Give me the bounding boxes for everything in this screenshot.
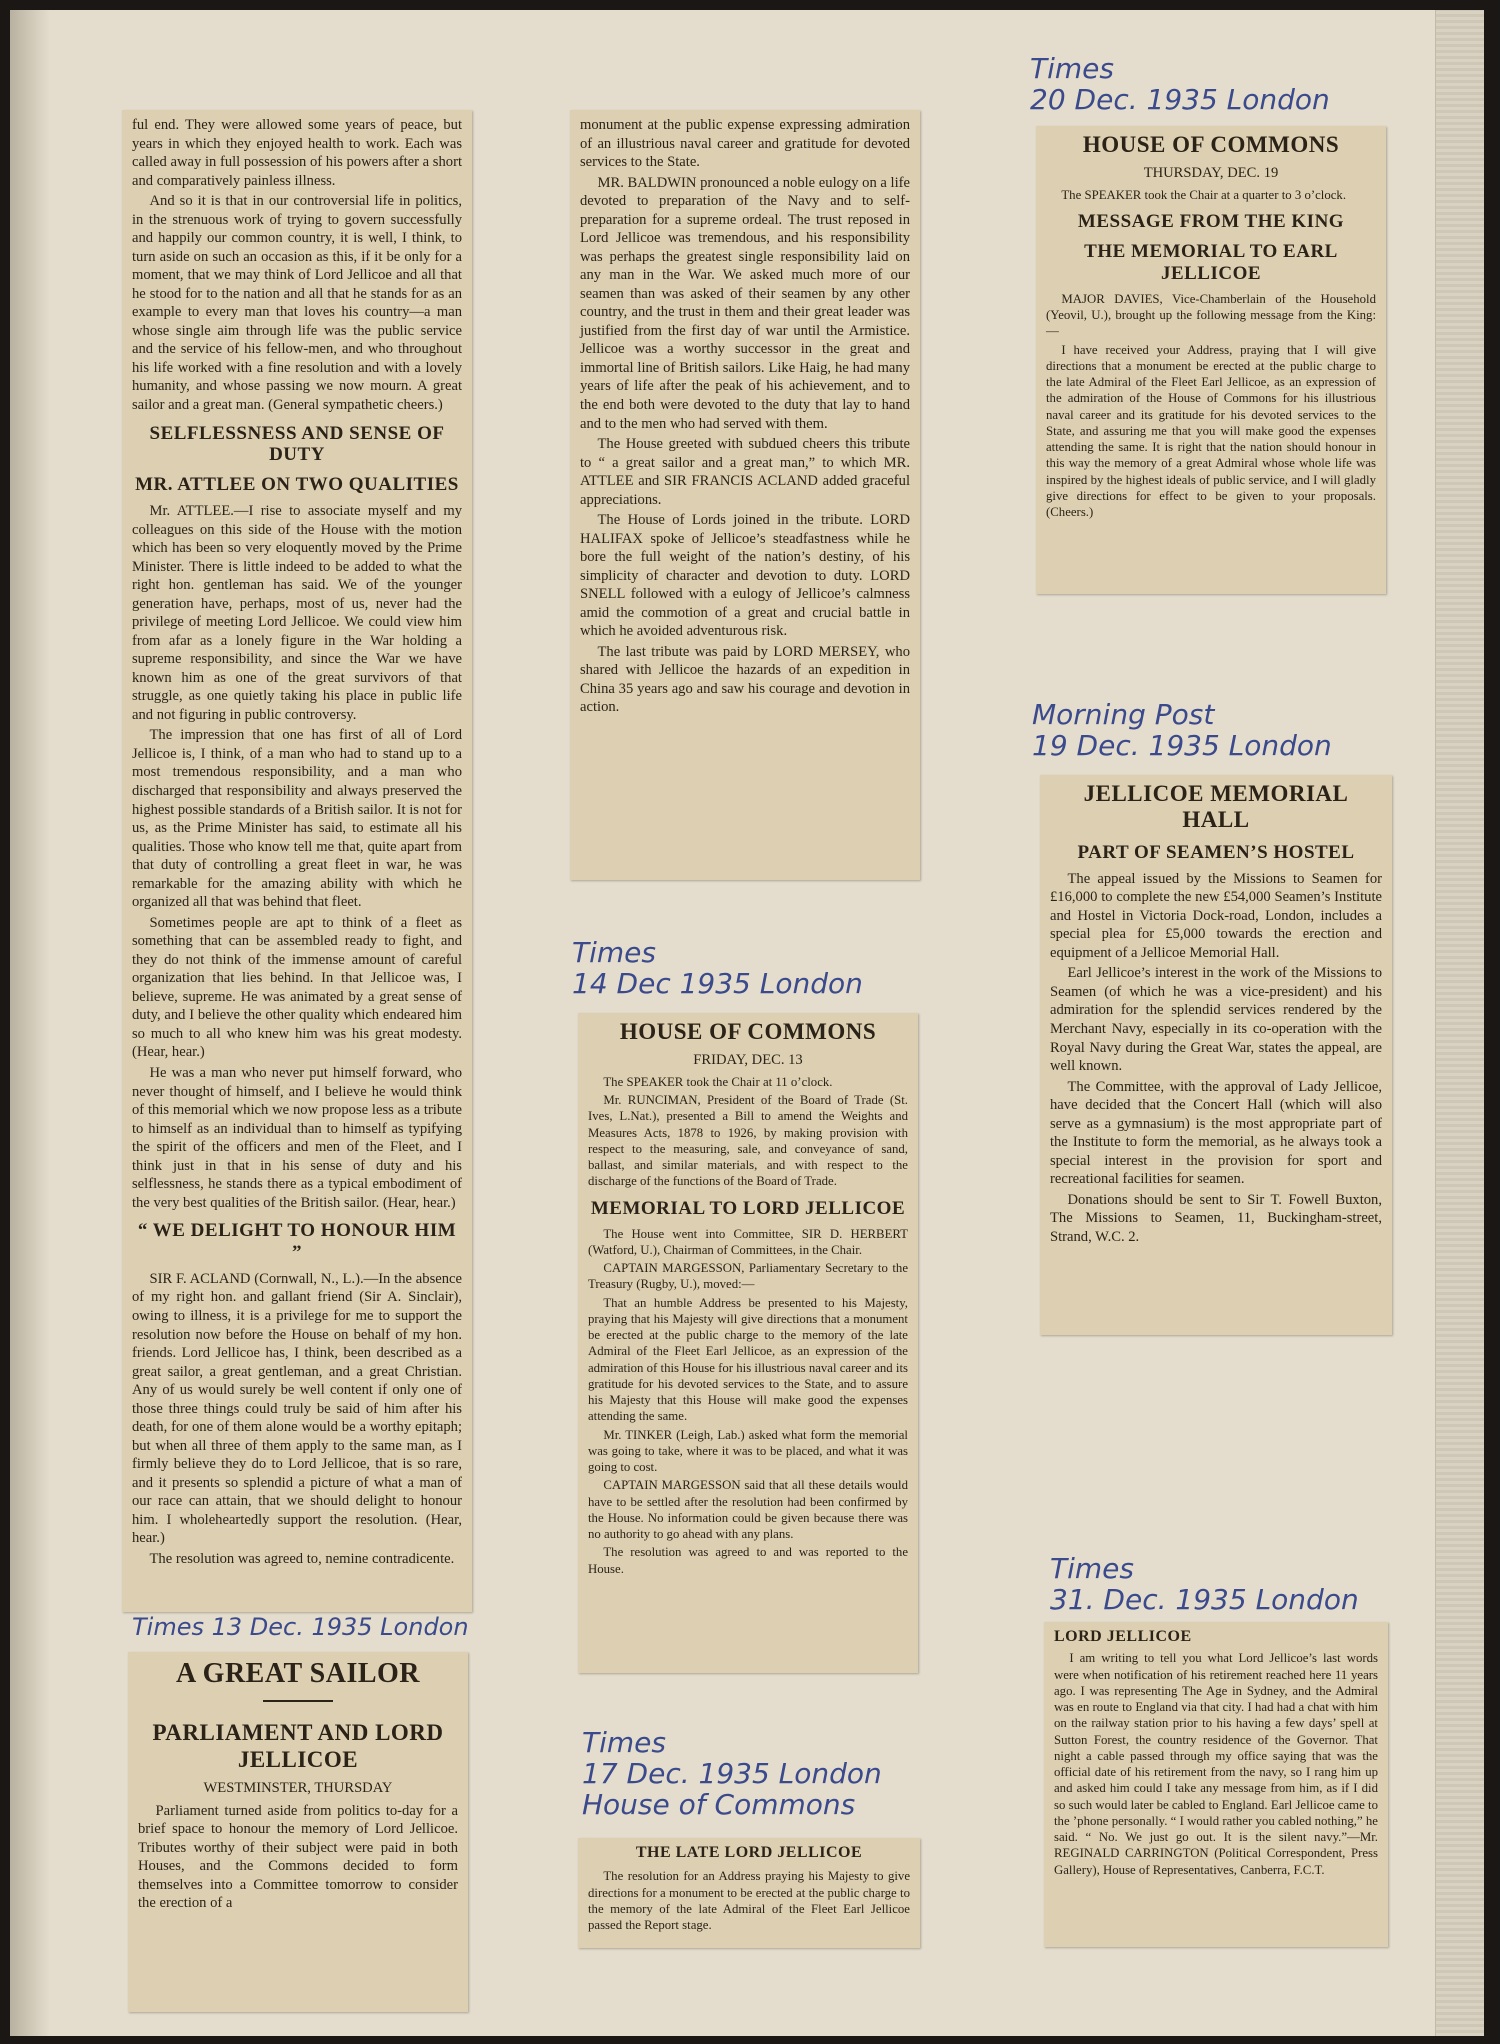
paragraph: The impression that one has first of all of Lord Jellicoe is, I think, of a man who had to stand up to a most tremendous responsibility, and a man who discharged that responsibility and always preserved the highest possible standards of a British sailor. It is not for us, as the Prime Minister has said, to estimate all his qualities. Those who know tell me that, quite apart from that duty of controlling a great fleet in war, he was remarkable for the amazing ability with which he organized all that was behind that fleet. <box>132 727 462 911</box>
paragraph: The resolution was agreed to, nemine contradicente. <box>149 1550 455 1567</box>
clipping-house-of-commons-dec19 <box>1036 126 1386 594</box>
handwritten-source-note: Times 20 Dec. 1935 London <box>1030 52 1330 116</box>
paragraph: The last tribute was paid by LORD MERSEY, who shared with Jellicoe the hazards of an expedition in China 35 years ago and saw his courage and devotion in action. <box>580 643 910 716</box>
paragraph: SIR F. ACLAND (Cornwall, N., L.).—In the absence of my right hon. and gallant friend (Sir A. Sinclair), owing to illness, it is a privilege for me to support the resolution now before the House on behalf of my hon. friends. Lord Jellicoe has, I think, been described as a great sailor, a great gentleman, and a great Christian. Any of us would surely be well content if only one of those three things could truly be said of him after his death, for one of them alone would be a worthy epitaph; but when all three of them apply to the same man, as I firmly believe they do to Lord Jellicoe, that is so rare, and it presents so splendid a picture of what a man of our race can attain, that we should delight to honour him. I wholeheartedly support the resolution. (Hear, hear.) <box>132 1270 462 1547</box>
subheading: MR. ATTLEE ON TWO QUALITIES <box>135 474 459 496</box>
heading: PART OF SEAMEN’S HOSTEL <box>1077 841 1355 863</box>
date: FRIDAY, DEC. 13 <box>693 1052 803 1069</box>
heading: SELFLESSNESS AND SENSE OF DUTY <box>149 422 445 466</box>
paragraph: MR. BALDWIN pronounced a noble eulogy on a life devoted to preparation of the Navy and to self-preparation for a supreme ordeal. The trust reposed in Lord Jellicoe was tremendous, and his responsibility was perhaps the greatest single responsibility laid on any man in the War. We asked much more of our seamen than was asked of their seamen by any other country, and the trust in them and their great leader was justified from the first day of war until the Armistice. Jellicoe was a worthy successor in the great and immortal line of British sailors. Like Haig, he had many years of life after the peak of his achievement, and to the end both were devoted to the duty that lay to hand and to the men who had served with them. <box>580 174 910 432</box>
heading: MESSAGE FROM THE KING <box>1077 211 1345 233</box>
paragraph: Parliament turned aside from politics to-day for a brief space to honour the memory of Lord Jellicoe. Tributes worthy of their subject were paid in both Houses, and the Commons decided to form themselves into a Committee tomorrow to consider the erection of a <box>138 1802 458 1912</box>
handwritten-source-note: Times 14 Dec 1935 London <box>572 936 863 1000</box>
paragraph: monument at the public expense expressing admiration of an illustrious naval career and gratitude for devoted services to the State. <box>580 117 910 171</box>
handwritten-source-note: Times 17 Dec. 1935 London House of Commons <box>582 1726 882 1821</box>
handwritten-source-note: Times 13 Dec. 1935 London <box>132 1613 469 1641</box>
paragraph: The Committee, with the approval of Lady Jellicoe, have decided that the Concert Hall (which will also serve as a gymnasium) is the most appropriate part of the Institute to form the memorial, as he always took a special interest in the provision for sport and recreational facilities for seamen. <box>1050 1078 1382 1188</box>
paragraph: CAPTAIN MARGESSON, Parliamentary Secretary to the Treasury (Rugby, U.), moved:— <box>588 1261 908 1292</box>
clipping-baldwin <box>570 110 920 880</box>
paragraph: The House went into Committee, SIR D. HERBERT (Watford, U.), Chairman of Committees, in the Chair. <box>588 1226 908 1257</box>
paragraph: That an humble Address be presented to his Majesty, praying that his Majesty will give directions that a monument be erected at the public charge to the memory of the late Admiral of the Fleet Earl Jellicoe, as an expression of the admiration of this House for his illustrious naval career and its gratitude for his devoted services to the State, and to assure his Majesty that this House will make good the expenses attending the same. <box>588 1295 908 1424</box>
clipping-attlee-acland <box>122 110 472 1612</box>
heading: MEMORIAL TO LORD JELLICOE <box>590 1197 906 1219</box>
title: A GREAT SAILOR <box>175 1658 421 1689</box>
title: HOUSE OF COMMONS <box>1082 132 1340 157</box>
clipping-lord-jellicoe-letter <box>1044 1622 1388 1947</box>
paragraph: Mr. TINKER (Leigh, Lab.) asked what form the memorial was going to take, where it was to be placed, and what it was going to cost. <box>588 1427 908 1475</box>
paragraph: CAPTAIN MARGESSON said that all these details would have to be settled after the resolution had been confirmed by the House. No information could be given because there was no authority to go ahead with any plans. <box>588 1478 908 1542</box>
paragraph: The House greeted with subdued cheers this tribute to “ a great sailor and a great man,” to which MR. ATTLEE and SIR FRANCIS ACLAND added graceful appreciations. <box>580 436 910 508</box>
clipping-late-lord-jellicoe <box>578 1838 920 1948</box>
date: THURSDAY, DEC. 19 <box>1143 165 1279 182</box>
paragraph: ful end. They were allowed some years of peace, but years in which they enjoyed health to work. Each was called away in full possession of his powers after a short and comparatively painless illness. <box>132 117 462 189</box>
paragraph: Mr. RUNCIMAN, President of the Board of Trade (St. Ives, L.Nat.), presented a Bill to amend the Weights and Measures Acts, 1878 to 1926, by making provision with respect to the measuring, sale, and conveyance of sand, ballast, and similar materials, and with respect to the discharge of the functions of the Board of Trade. <box>588 1093 908 1189</box>
title: JELLICOE MEMORIAL HALL <box>1083 781 1349 833</box>
page-binding <box>1435 10 1484 2036</box>
subheading: THE MEMORIAL TO EARL JELLICOE <box>1084 241 1338 284</box>
paragraph: The House of Lords joined in the tribute. LORD HALIFAX spoke of Jellicoe’s steadfastness while he bore the full weight of the nation’s destiny, of his simplicity of character and devotion to duty. LORD SNELL followed with a eulogy of Jellicoe’s calmness amid the commotion of a great and crucial battle in which he avoided adventurous risk. <box>580 512 910 640</box>
paragraph: The resolution was agreed to and was reported to the House. <box>588 1545 908 1576</box>
paragraph: The resolution for an Address praying his Majesty to give directions for a monument to be erected at the public charge to the memory of the late Admiral of the Fleet Earl Jellicoe passed the Report stage. <box>588 1869 910 1933</box>
paragraph: Earl Jellicoe’s interest in the work of the Missions to Seamen (of which he was a vice-president) and his admiration for the splendid services rendered by the Merchant Navy, especially in its co-operation with the Royal Navy during the Great War, states the appeal, are well known. <box>1050 965 1382 1075</box>
clipping-house-of-commons-dec13 <box>578 1013 918 1673</box>
dateline: WESTMINSTER, THURSDAY <box>203 1780 393 1797</box>
paragraph: And so it is that in our controversial life in politics, in the strenuous work of trying to govern successfully and happily our common country, it is well, I think, to turn aside on such an occasion as this, if it be only for a moment, that we may think of Lord Jellicoe and all that he stood for to the nation and all that he stands for as an example to every man that loves his country—a man whose single aim through life was the public service and the service of his fellow-men, and who throughout his life worked with a fine resolution and with a lovely humanity, and whose passing we now mourn. A great sailor and a great man. (General sympathetic cheers.) <box>132 193 462 413</box>
handwritten-source-note: Times 31. Dec. 1935 London <box>1050 1552 1359 1616</box>
title: HOUSE OF COMMONS <box>619 1019 877 1044</box>
paragraph: Sometimes people are apt to think of a fleet as something that can be assembled ready to fight, and they do not think of the immense amount of careful organization that lies behind. In that Jellicoe was, I believe, supreme. He was animated by a great sense of duty, and I believe the other quality which endeared him so much to all who knew him was his great modesty. (Hear, hear.) <box>132 914 462 1061</box>
clipping-great-sailor <box>128 1652 468 2012</box>
clipping-jellicoe-memorial-hall <box>1040 775 1392 1335</box>
title: THE LATE LORD JELLICOE <box>635 1844 863 1861</box>
paragraph: Donations should be sent to Sir T. Fowell Buxton, The Missions to Seamen, 11, Buckingham-street, Strand, W.C. 2. <box>1050 1191 1382 1245</box>
handwritten-source-note: Morning Post 19 Dec. 1935 London <box>1032 698 1332 762</box>
paragraph: I have received your Address, praying that I will give directions that a monument be erected at the public charge to the late Admiral of the Fleet Earl Jellicoe, as an expression of the admiration of the House of Commons for his illustrious naval career and its gratitude for his devoted services to the State, and assuring me that you will make good the expenses attending the same. It is right that the nation should honour in this way the memory of a great Admiral whose whole life was inspired by the highest ideals of public service, and I will gladly give directions for effect to be given to your proposals. (Cheers.) <box>1046 342 1376 519</box>
paragraph: I am writing to tell you what Lord Jellicoe’s last words were when notification of his retirement reached here 11 years ago. I was representing The Age in Sydney, and the Admiral was en route to England via that city. I had had a chat with him on the railway station prior to his having a few days’ spell at Sutton Forest, the country residence of the Governor. That night a cable passed through my office saying that was the official date of his retirement from the navy, so I rang him up and asked him could I take any message from him, as if I did so such would later be cabled to England. Earl Jellicoe came to the ’phone personally. “ I would rather you cabled nothing,” he said. “ No. We just go out. It is the silent navy.”—Mr. REGINALD CARRINGTON (Political Correspondent, Press Gallery), House of Representatives, Canberra, F.C.T. <box>1054 1651 1378 1877</box>
heading: PARLIAMENT AND LORD JELLICOE <box>152 1720 444 1772</box>
paragraph: He was a man who never put himself forward, who never thought of himself, and I believe he would think of this memorial which we now propose less as a tribute to himself as an individual than to himself as typifying the spirit of the officers and men of the Fleet, and I think just in that in his sense of duty and his selflessness, he stands there as a typical embodiment of the very best qualities of the British sailor. (Hear, hear.) <box>132 1064 462 1211</box>
paragraph: MAJOR DAVIES, Vice-Chamberlain of the Household (Yeovil, U.), brought up the following message from the King:— <box>1046 291 1376 339</box>
paragraph: Mr. ATTLEE.—I rise to associate myself and my colleagues on this side of the House with the motion which has been so very eloquently moved by the Prime Minister. There is little indeed to be added to what the right hon. gentleman has said. We of the younger generation have, perhaps, most of us, never had the privilege of meeting Lord Jellicoe. We could view him from afar as a lonely figure in the War holding a supreme responsibility, and since the War we have known him as one of the great survivors of that struggle, as one quietly taking his place in public life and not figuring in public controversy. <box>132 503 462 723</box>
paragraph: The SPEAKER took the Chair at a quarter to 3 o’clock. <box>1061 187 1347 202</box>
heading: “ WE DELIGHT TO HONOUR HIM ” <box>137 1220 457 1264</box>
divider <box>263 1700 333 1702</box>
title: LORD JELLICOE <box>1054 1628 1192 1645</box>
gutter-shadow <box>10 10 50 2036</box>
paragraph: The SPEAKER took the Chair at 11 o’clock. <box>603 1074 833 1089</box>
scrapbook-page <box>10 10 1484 2036</box>
paragraph: The appeal issued by the Missions to Seamen for £16,000 to complete the new £54,000 Seamen’s Institute and Hostel in Victoria Dock-road, London, includes a special plea for £5,000 towards the erection and equipment of a Jellicoe Memorial Hall. <box>1050 870 1382 961</box>
